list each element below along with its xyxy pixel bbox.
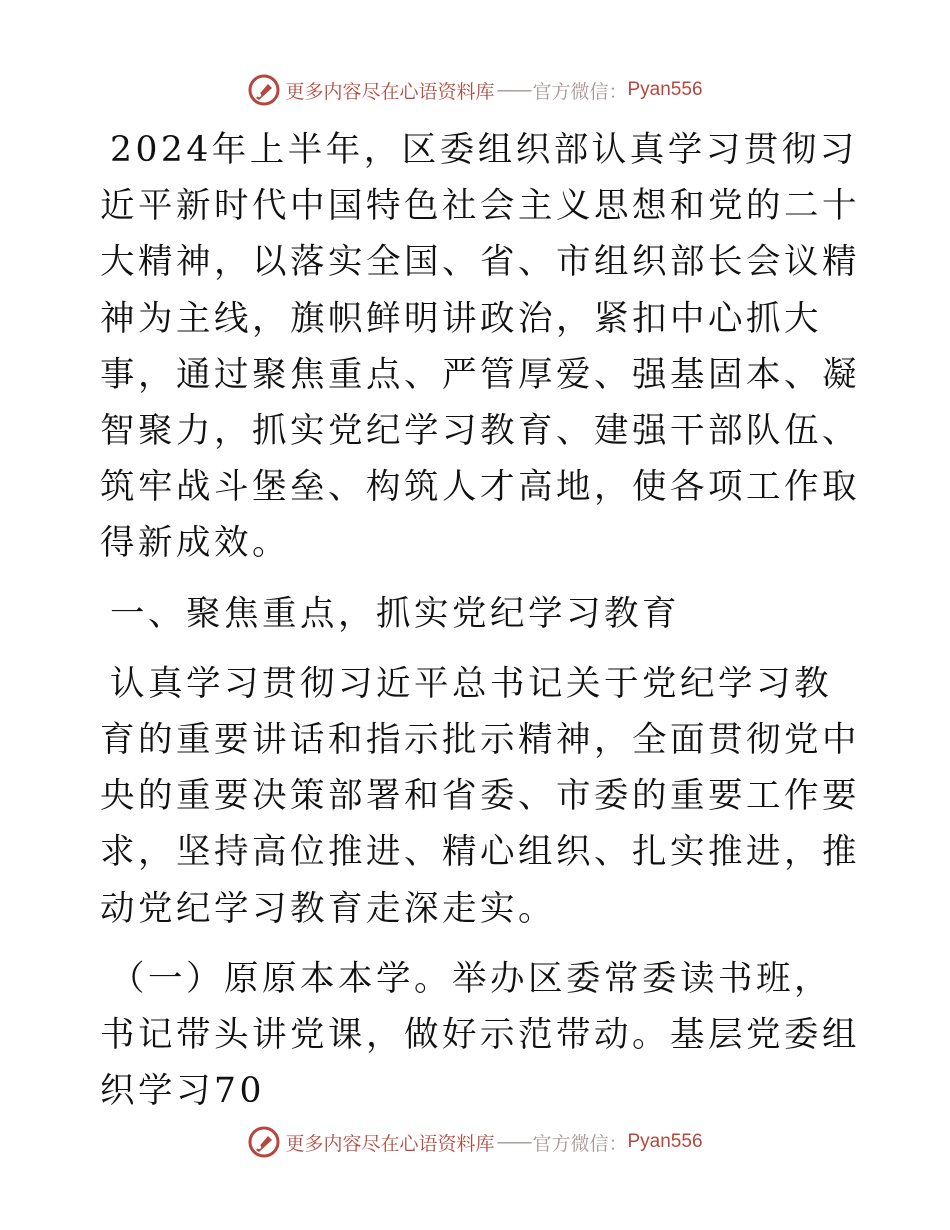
section-heading-1: 一、聚焦重点，抓实党纪学习教育 xyxy=(110,593,680,634)
watermark-wechat-id: Pyan556 xyxy=(627,1131,703,1152)
watermark-main-text: 更多内容尽在心语资料库 xyxy=(285,1132,495,1155)
watermark-main-text: 更多内容尽在心语资料库 xyxy=(285,80,495,103)
watermark-header xyxy=(0,73,950,107)
watermark-wechat-label: 官方微信： xyxy=(532,1132,628,1155)
watermark-dash: —— xyxy=(496,1131,531,1153)
watermark-footer xyxy=(0,1125,950,1159)
pen-nib-logo-icon xyxy=(247,1125,281,1159)
watermark-wechat-label: 官方微信： xyxy=(532,80,628,103)
subsection-1-paragraph: （一）原原本本学。举办区委常委读书班，书记带头讲党课，做好示范带动。基层党委组织学习70 xyxy=(100,958,860,1112)
document-body xyxy=(100,122,860,1119)
pen-nib-logo-icon xyxy=(247,73,281,107)
watermark-dash: —— xyxy=(496,79,531,101)
watermark-wechat-id: Pyan556 xyxy=(627,79,703,100)
intro-paragraph: 2024年上半年，区委组织部认真学习贯彻习近平新时代中国特色社会主义思想和党的二十大精神，以落实全国、省、市组织部长会议精神为主线，旗帜鲜明讲政治，紧扣中心抓大事，通过聚焦重点、严管厚爱、强基固本、凝智聚力，抓实党纪学习教育、建强干部队伍、筑牢战斗堡垒、构筑人才高地，使各项工作取得新成效。 xyxy=(100,130,860,564)
section-1-paragraph: 认真学习贯彻习近平总书记关于党纪学习教育的重要讲话和指示批示精神，全面贯彻党中央的重要决策部署和省委、市委的重要工作要求，坚持高位推进、精心组织、扎实推进，推动党纪学习教育走深走实。 xyxy=(100,663,860,929)
